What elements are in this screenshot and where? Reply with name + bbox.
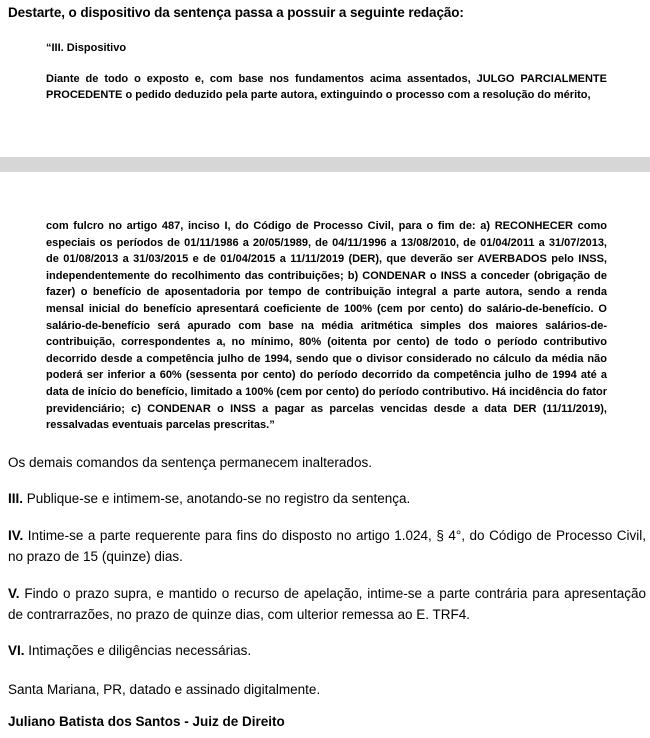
paragraph-vi bbox=[8, 640, 646, 661]
signature-line: Juliano Batista dos Santos - Juiz de Direito bbox=[8, 714, 285, 729]
paragraph-v-text: Findo o prazo supra, e mantido o recurso de apelação, intime-se a parte contrária para apresentação de contrarrazões, no prazo de quinze dias, com ulterior remessa ao E. TRF4. bbox=[8, 586, 646, 622]
paragraph-iv-label: IV. bbox=[8, 528, 24, 543]
intro-text: Destarte, o dispositivo da sentença passa a possuir a seguinte redação: bbox=[8, 5, 464, 20]
city-date-line: Santa Mariana, PR, datado e assinado digitalmente. bbox=[8, 682, 321, 697]
paragraph-iv-text: Intime-se a parte requerente para fins do disposto no artigo 1.024, § 4°, do Código de Processo Civil, no prazo de 15 (quinze) dias. bbox=[8, 528, 646, 564]
paragraph-vi-label: VI. bbox=[8, 643, 25, 658]
paragraph-demais: Os demais comandos da sentença permanecem inalterados. bbox=[8, 455, 372, 470]
paragraph-vi-text: Intimações e diligências necessárias. bbox=[24, 643, 252, 658]
paragraph-iii-text: Publique-se e intimem-se, anotando-se no registro da sentença. bbox=[23, 491, 411, 506]
paragraph-iii-label: III. bbox=[8, 491, 24, 506]
paragraph-iii bbox=[8, 488, 646, 509]
paragraph-v bbox=[8, 583, 646, 625]
quote-paragraph-1: Diante de todo o exposto e, com base nos fundamentos acima assentados, JULGO PARCIALMENTE PROCEDENTE o pedido deduzido pela parte autora, extinguindo o processo com a resolução do mérito, bbox=[46, 73, 607, 101]
quote-paragraph-2: com fulcro no artigo 487, inciso I, do Código de Processo Civil, para o fim de: a) RECONHECER como especiais os períodos de 01/11/1986 a 20/05/1989, de 04/11/1996 a 13/08/2010, de 01/04/2011 a 31/07/2013, de 01/08/2013 a 31/03/2015 e de 01/04/2015 a 11/11/2019 (DER), que deverão ser AVERBADOS pelo INSS, independentemente do recolhimento das contribuições; b) CONDENAR o INSS a conceder (obrigação de fazer) o benefício de aposentadoria por tempo de contribuição integral a parte autora, sendo a renda mensal inicial do benefício apresentará coeficiente de 100% (cem por cento) do salário-de-benefício. O salário-de-benefício será apurado com base na média aritmética simples dos maiores salários-de-contribuição, correspondentes a, no mínimo, 80% (oitenta por cento) de todo o período contributivo decorrido desde a competência julho de 1994, sendo que o divisor considerado no cálculo da média não poderá ser inferior a 60% (sessenta por cento) do período decorrido da competência julho de 1994 até a data de início do benefício, limitado a 100% (cem por cento) do período contributivo. Há incidência do fator previdenciário; c) CONDENAR o INSS a pagar as parcelas vencidas desde a data DER (11/11/2019), ressalvadas eventuais parcelas prescritas.” bbox=[46, 220, 607, 432]
paragraph-v-label: V. bbox=[8, 586, 20, 601]
quote-heading: “III. Dispositivo bbox=[46, 42, 127, 54]
paragraph-iv bbox=[8, 525, 646, 567]
page-break-divider bbox=[0, 157, 650, 172]
